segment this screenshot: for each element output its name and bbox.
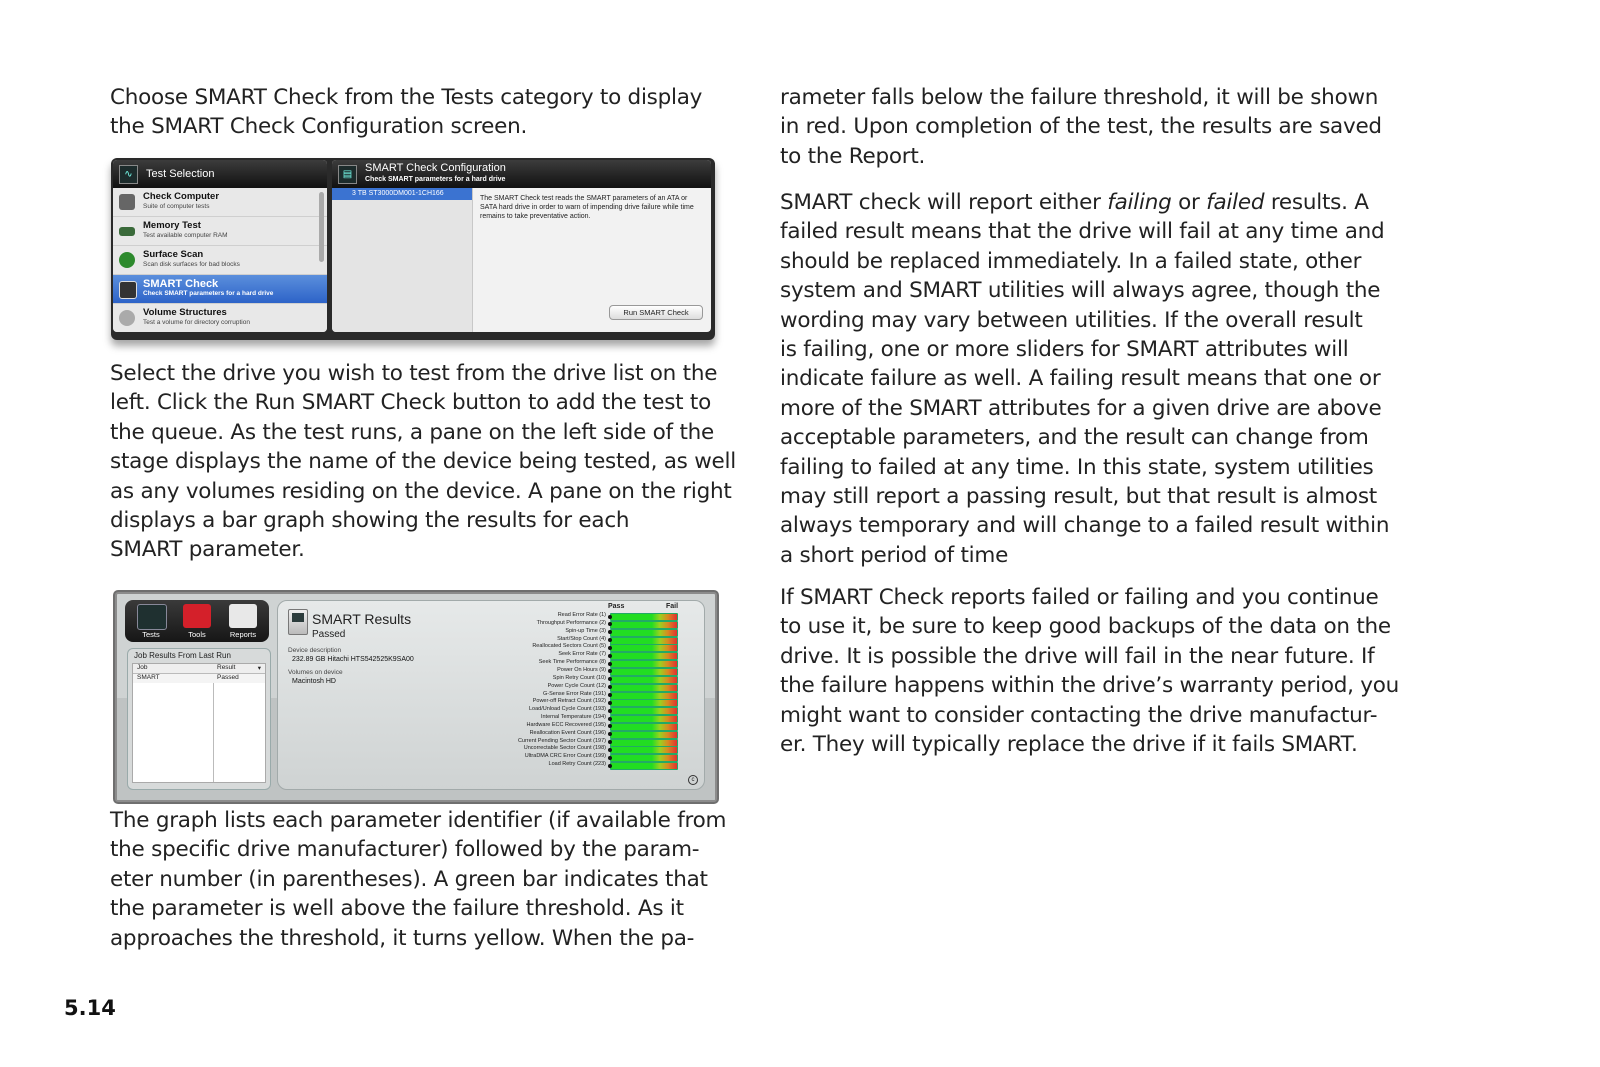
smart-results-panel <box>277 600 705 790</box>
parameter-row <box>488 753 684 761</box>
text-line: er. They will typically replace the drive if it fails SMART. <box>780 732 1358 758</box>
parameter-row <box>488 738 684 746</box>
pulse-icon <box>137 604 167 630</box>
text-line: stage displays the name of the device being tested, as well <box>110 449 736 475</box>
tab-label: Reports <box>229 630 257 639</box>
text-line: to the Report. <box>780 143 926 169</box>
test-item-desc: Suite of computer tests <box>143 203 210 210</box>
text-line: as any volumes residing on the device. A pane on the right <box>110 478 732 504</box>
text-line: the SMART Check Configuration screen. <box>110 114 528 140</box>
table-row[interactable] <box>133 674 265 683</box>
memory-chip-icon <box>119 227 135 236</box>
text-line <box>780 188 1389 217</box>
parameter-name: Load/Unload Cycle Count (193) <box>528 706 606 713</box>
table-header <box>133 664 265 674</box>
text-line: Select the drive you wish to test from the drive list on the <box>110 361 718 386</box>
parameter-row <box>488 667 684 675</box>
reports-icon <box>229 604 257 628</box>
text-line: failed result means that the drive will fail at any time and <box>780 219 1385 245</box>
refresh-icon[interactable]: c <box>688 775 698 785</box>
parameter-row <box>488 706 684 714</box>
magnifier-icon <box>119 310 135 326</box>
tab-tests[interactable] <box>129 602 173 640</box>
parameter-row <box>488 612 684 620</box>
text-line: rameter falls below the failure threshold, it will be shown <box>780 85 1379 110</box>
scrollbar[interactable] <box>319 192 324 262</box>
tab-label: Tools <box>188 630 206 639</box>
right-para-2 <box>780 188 1389 570</box>
text-line: system and SMART utilities will always agree, though the <box>780 278 1381 304</box>
test-item-surface-scan[interactable] <box>113 246 327 275</box>
text-line: the parameter is well above the failure threshold. As it <box>110 896 684 922</box>
parameter-row <box>488 698 684 706</box>
parameter-name: Throughput Performance (2) <box>536 619 606 626</box>
text-line: failing to failed at any time. In this state, system utilities <box>780 454 1374 480</box>
disk-platter-icon <box>119 252 135 268</box>
text-line: a short period of time <box>780 542 1009 568</box>
text-line: If SMART Check reports failed or failing and you continue <box>780 585 1379 610</box>
parameter-name: Spin Retry Count (10) <box>552 674 606 681</box>
results-status: Passed <box>312 629 346 640</box>
device-description-label: Device description <box>288 647 342 654</box>
parameter-row <box>488 722 684 730</box>
job-name: SMART <box>137 674 160 681</box>
slider-knob <box>608 662 612 666</box>
slider-knob <box>608 654 612 658</box>
text-run: SMART check will report either <box>780 190 1108 215</box>
job-results-title: Job Results From Last Run <box>134 651 231 660</box>
job-results-panel <box>127 648 271 790</box>
volumes-value: Macintosh HD <box>292 678 336 685</box>
drive-list-item[interactable]: 3 TB ST3000DM001-1CH166 <box>332 188 472 200</box>
text-line: may still report a passing result, but that result is almost <box>780 484 1377 510</box>
parameter-name: Load Retry Count (223) <box>548 761 606 768</box>
job-result: Passed <box>217 674 239 681</box>
parameter-name: Internal Temperature (194) <box>540 714 606 721</box>
text-line: to use it, be sure to keep good backups of the data on the <box>780 614 1391 640</box>
run-smart-check-button[interactable]: Run SMART Check <box>609 305 703 320</box>
text-line: The graph lists each parameter identifier (if available from <box>110 808 727 833</box>
slider-knob <box>608 764 612 768</box>
computer-icon <box>119 194 135 210</box>
left-para-1 <box>110 83 702 142</box>
parameter-name: Reallocation Event Count (196) <box>529 729 606 736</box>
text-line: always temporary and will change to a failed result within <box>780 513 1390 539</box>
test-item-title: Surface Scan <box>143 249 204 260</box>
slider-knob <box>608 748 612 752</box>
parameter-row <box>488 761 684 769</box>
test-selection-header <box>113 160 327 188</box>
parameter-row <box>488 675 684 683</box>
parameter-row <box>488 628 684 636</box>
tab-reports[interactable] <box>221 602 265 640</box>
text-line: approaches the threshold, it turns yellow. When the pa- <box>110 925 695 951</box>
job-results-table <box>132 663 266 783</box>
right-para-1 <box>780 83 1382 171</box>
test-item-smart-check[interactable] <box>113 275 327 304</box>
toolbar-tabs <box>125 600 269 642</box>
slider-knob <box>608 615 612 619</box>
fail-label: Fail <box>666 603 679 610</box>
test-item-title: Check Computer <box>143 191 220 202</box>
slider-knob <box>608 646 612 650</box>
right-para-3 <box>780 583 1399 759</box>
left-para-2 <box>110 359 736 565</box>
smart-results-screenshot <box>115 592 717 802</box>
parameter-name: Power Cycle Count (12) <box>547 682 606 689</box>
configuration-subtitle: Check SMART parameters for a hard drive <box>365 176 506 183</box>
column-result[interactable]: Result <box>217 664 236 671</box>
smart-check-configuration-pane <box>332 160 711 332</box>
volumes-label: Volumes on device <box>288 669 343 676</box>
slider-knob <box>608 756 612 760</box>
text-run-italic: failing <box>1107 190 1172 215</box>
configuration-header <box>332 160 711 188</box>
hard-drive-icon <box>119 281 137 299</box>
parameter-row <box>488 745 684 753</box>
tab-label: Tests <box>142 630 160 639</box>
test-item-desc: Test a volume for directory corruption <box>143 319 250 326</box>
hard-drive-icon: ▤ <box>338 165 357 184</box>
parameter-name: G-Sense Error Rate (191) <box>543 690 606 697</box>
text-line: should be replaced immediately. In a failed state, other <box>780 248 1362 274</box>
test-item-desc: Check SMART parameters for a hard drive <box>143 290 274 297</box>
parameter-name: Uncorrectable Sector Count (198) <box>523 745 606 752</box>
text-line: drive. It is possible the drive will fail in the near future. If <box>780 643 1375 669</box>
text-line: Choose SMART Check from the Tests category to display <box>110 85 703 110</box>
text-line: the queue. As the test runs, a pane on the left side of the <box>110 419 714 445</box>
parameter-name: Read Error Rate (1) <box>557 612 606 618</box>
parameter-name: Hardware ECC Recovered (195) <box>526 721 606 728</box>
page-number: 5.14 <box>64 996 116 1020</box>
parameter-name: Current Pending Sector Count (197) <box>517 737 606 744</box>
pulse-icon: ∿ <box>119 165 138 184</box>
parameter-name: UltraDMA CRC Error Count (199) <box>524 753 606 760</box>
text-run: results. A <box>1264 190 1369 215</box>
sort-arrow-icon: ▾ <box>257 665 261 672</box>
tab-tools[interactable] <box>175 602 219 640</box>
device-description-value: 232.89 GB Hitachi HTS542525K9SA00 <box>292 656 414 663</box>
text-line: the specific drive manufacturer) followed by the param- <box>110 837 700 863</box>
parameter-name: Spin-up Time (3) <box>565 627 606 634</box>
test-selection-title: Test Selection <box>146 168 215 180</box>
parameter-row <box>488 620 684 628</box>
slider-knob <box>608 709 612 713</box>
test-item-title: Memory Test <box>143 220 201 231</box>
test-item-volume-structures[interactable] <box>113 304 327 332</box>
test-item-title: Volume Structures <box>143 307 227 318</box>
text-line: in red. Upon completion of the test, the results are saved <box>780 114 1382 140</box>
text-line: the failure happens within the drive’s warranty period, you <box>780 673 1400 699</box>
text-line: acceptable parameters, and the result can change from <box>780 425 1369 451</box>
parameter-name: Seek Time Performance (8) <box>538 659 606 666</box>
text-line: might want to consider contacting the drive manufactur- <box>780 702 1378 728</box>
parameter-bar <box>610 762 678 770</box>
slider-knob <box>608 693 612 697</box>
parameter-name: Power On Hours (9) <box>557 666 606 673</box>
pass-label: Pass <box>608 603 625 610</box>
drive-list <box>332 188 473 332</box>
parameter-row <box>488 730 684 738</box>
text-line: indicate failure as well. A failing result means that one or <box>780 366 1381 392</box>
toolbox-icon <box>183 604 211 628</box>
text-line: more of the SMART attributes for a given drive are above <box>780 395 1382 421</box>
hard-drive-icon <box>288 609 308 635</box>
parameter-row <box>488 691 684 699</box>
results-title: SMART Results <box>312 611 412 627</box>
text-line: SMART parameter. <box>110 537 305 563</box>
slider-knob <box>608 717 612 721</box>
parameter-row <box>488 714 684 722</box>
text-run-italic: failed <box>1206 190 1265 215</box>
column-job[interactable]: Job <box>137 664 148 671</box>
test-item-memory-test[interactable] <box>113 217 327 246</box>
text-line: displays a bar graph showing the results for each <box>110 508 630 534</box>
parameter-name: Start/Stop Count (4) <box>557 635 606 642</box>
test-item-desc: Test available computer RAM <box>143 232 228 239</box>
test-item-desc: Scan disk surfaces for bad blocks <box>143 261 240 268</box>
test-description: The SMART Check test reads the SMART parameters of an ATA or SATA hard drive in order to warn of impending drive failure while time remains to take preventative action. <box>480 195 694 220</box>
text-line: eter number (in parentheses). A green bar indicates that <box>110 866 708 892</box>
text-run: or <box>1171 190 1207 215</box>
parameter-row <box>488 651 684 659</box>
left-para-3 <box>110 806 726 953</box>
parameter-row <box>488 683 684 691</box>
test-item-title: SMART Check <box>143 278 219 290</box>
slider-knob <box>608 701 612 705</box>
parameter-row <box>488 636 684 644</box>
smart-parameter-graph <box>488 603 684 773</box>
test-selection-pane <box>113 160 327 332</box>
configuration-title: SMART Check Configuration <box>365 162 506 174</box>
parameter-row <box>488 643 684 651</box>
parameter-name: Seek Error Rate (7) <box>558 651 606 658</box>
parameter-name: Power-off Retract Count (192) <box>532 698 606 705</box>
text-line: is failing, one or more sliders for SMART attributes will <box>780 337 1349 363</box>
parameter-row <box>488 659 684 667</box>
parameter-name: Reallocated Sectors Count (5) <box>532 643 606 650</box>
test-item-check-computer[interactable] <box>113 188 327 217</box>
text-line: wording may vary between utilities. If the overall result <box>780 307 1363 333</box>
smart-check-configuration-screenshot <box>111 158 715 340</box>
text-line: left. Click the Run SMART Check button to add the test to <box>110 390 711 416</box>
